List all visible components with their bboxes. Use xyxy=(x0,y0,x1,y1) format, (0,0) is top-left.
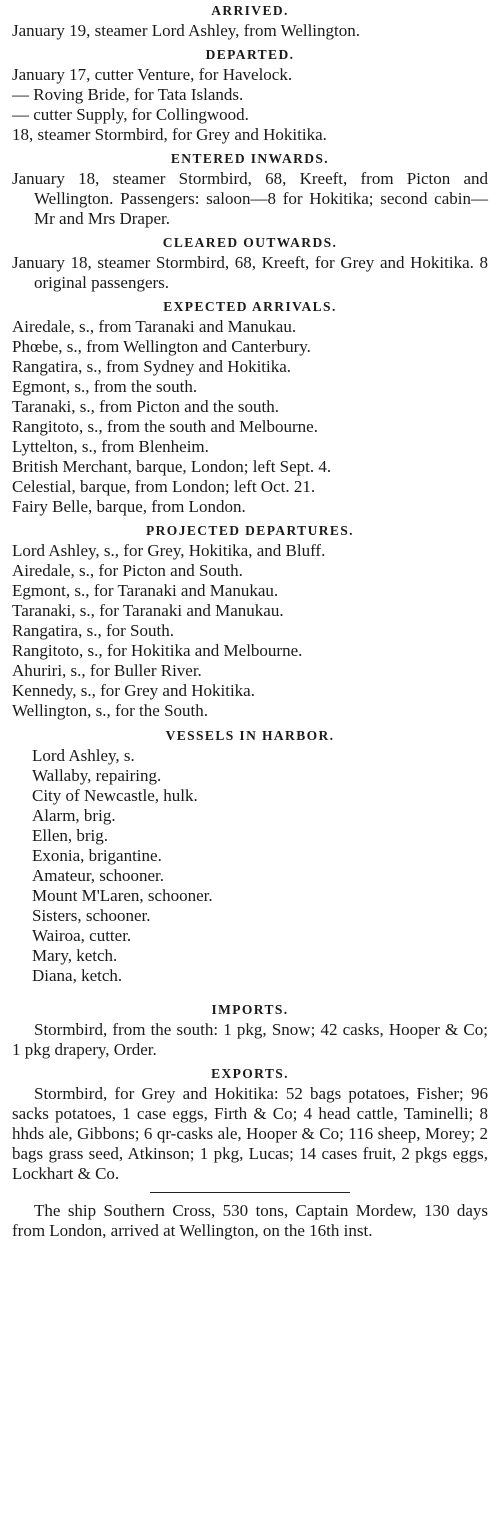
harbor-vessel-entry: Wairoa, cutter. xyxy=(32,926,132,945)
exports-text: Stormbird, for Grey and Hokitika: 52 bags potatoes, Fisher; 96 sacks potatoes, 1 case eggs, Firth & Co; 4 head cattle, Taminelli; 8 hhds ale, Gibbons; 6 qr-casks ale, Hooper & Co; 116 sheep, Morey; 2 bags grass seed, Atkinson; 1 pkg, Lucas; 14 cases fruit, 2 pkgs eggs, Lockhart & Co. xyxy=(12,1084,488,1183)
harbor-vessel-entry: Wallaby, repairing. xyxy=(32,766,162,785)
projected-departure-entry: Kennedy, s., for Grey and Hokitika. xyxy=(12,681,255,700)
projected-departures-heading: PROJECTED DEPARTURES. xyxy=(146,523,354,538)
expected-arrival-entry: Celestial, barque, from London; left Oct. 21. xyxy=(12,477,316,496)
harbor-vessel-entry: City of Newcastle, hulk. xyxy=(32,786,198,805)
imports-text: Stormbird, from the south: 1 pkg, Snow; 42 casks, Hooper & Co; 1 pkg drapery, Order. xyxy=(12,1020,488,1059)
section-divider xyxy=(150,1192,350,1193)
projected-departures-section xyxy=(12,520,488,721)
exports-heading: EXPORTS. xyxy=(211,1066,289,1081)
expected-arrival-entry: Airedale, s., from Taranaki and Manukau. xyxy=(12,317,297,336)
vessels-in-harbor-section xyxy=(12,725,488,986)
expected-arrival-entry: Fairy Belle, barque, from London. xyxy=(12,497,246,516)
expected-arrival-entry: Phœbe, s., from Wellington and Canterbury. xyxy=(12,337,311,356)
harbor-vessel-entry: Lord Ashley, s. xyxy=(32,746,135,765)
expected-arrival-entry: Taranaki, s., from Picton and the south. xyxy=(12,397,279,416)
harbor-vessel-entry: Mary, ketch. xyxy=(32,946,118,965)
arrived-section xyxy=(12,0,488,41)
departed-entry: January 17, cutter Venture, for Havelock. xyxy=(12,65,293,84)
harbor-vessel-entry: Diana, ketch. xyxy=(32,966,123,985)
expected-arrivals-heading: EXPECTED ARRIVALS. xyxy=(163,299,337,314)
expected-arrival-entry: Rangitoto, s., from the south and Melbourne. xyxy=(12,417,318,436)
cleared-outwards-text: January 18, steamer Stormbird, 68, Kreeft, for Grey and Hokitika. 8 original passengers. xyxy=(12,253,488,292)
entered-inwards-heading: ENTERED INWARDS. xyxy=(170,151,330,166)
harbor-vessel-entry: Sisters, schooner. xyxy=(32,906,151,925)
harbor-vessel-entry: Alarm, brig. xyxy=(32,806,116,825)
imports-heading: IMPORTS. xyxy=(211,1002,289,1017)
entered-inwards-section xyxy=(12,148,488,229)
projected-departure-entry: Airedale, s., for Picton and South. xyxy=(12,561,243,580)
departed-entry: — cutter Supply, for Collingwood. xyxy=(12,105,249,124)
shipping-notice-text: The ship Southern Cross, 530 tons, Captain Mordew, 130 days from London, arrived at Wellington, on the 16th inst. xyxy=(12,1201,488,1240)
harbor-vessel-entry: Exonia, brigantine. xyxy=(32,846,162,865)
expected-arrival-entry: Lyttelton, s., from Blenheim. xyxy=(12,437,209,456)
entered-inwards-text: January 18, steamer Stormbird, 68, Kreeft, from Picton and Wellington. Passengers: saloon—8 for Hokitika; second cabin—Mr and Mrs Draper. xyxy=(12,169,488,228)
arrived-heading: ARRIVED. xyxy=(211,3,289,18)
shipping-notice-section xyxy=(12,1201,488,1241)
exports-section xyxy=(12,1063,488,1184)
imports-section xyxy=(12,999,488,1060)
projected-departure-entry: Egmont, s., for Taranaki and Manukau. xyxy=(12,581,279,600)
departed-section xyxy=(12,44,488,145)
harbor-vessel-entry: Ellen, brig. xyxy=(32,826,109,845)
projected-departure-entry: Taranaki, s., for Taranaki and Manukau. xyxy=(12,601,284,620)
departed-entry: — Roving Bride, for Tata Islands. xyxy=(12,85,244,104)
cleared-outwards-heading: CLEARED OUTWARDS. xyxy=(162,235,338,250)
departed-heading: DEPARTED. xyxy=(205,47,295,62)
projected-departure-entry: Rangitoto, s., for Hokitika and Melbourne. xyxy=(12,641,303,660)
arrived-text: January 19, steamer Lord Ashley, from Wellington. xyxy=(12,21,361,40)
projected-departure-entry: Rangatira, s., for South. xyxy=(12,621,174,640)
expected-arrivals-section xyxy=(12,296,488,517)
departed-entry: 18, steamer Stormbird, for Grey and Hokitika. xyxy=(12,125,327,144)
harbor-vessel-entry: Amateur, schooner. xyxy=(32,866,164,885)
projected-departure-entry: Lord Ashley, s., for Grey, Hokitika, and Bluff. xyxy=(12,541,326,560)
expected-arrival-entry: British Merchant, barque, London; left Sept. 4. xyxy=(12,457,332,476)
projected-departure-entry: Ahuriri, s., for Buller River. xyxy=(12,661,202,680)
harbor-vessel-entry: Mount M'Laren, schooner. xyxy=(32,886,213,905)
expected-arrival-entry: Rangatira, s., from Sydney and Hokitika. xyxy=(12,357,292,376)
expected-arrival-entry: Egmont, s., from the south. xyxy=(12,377,198,396)
cleared-outwards-section xyxy=(12,232,488,293)
vessels-in-harbor-heading: VESSELS IN HARBOR. xyxy=(165,728,335,743)
projected-departure-entry: Wellington, s., for the South. xyxy=(12,701,209,720)
